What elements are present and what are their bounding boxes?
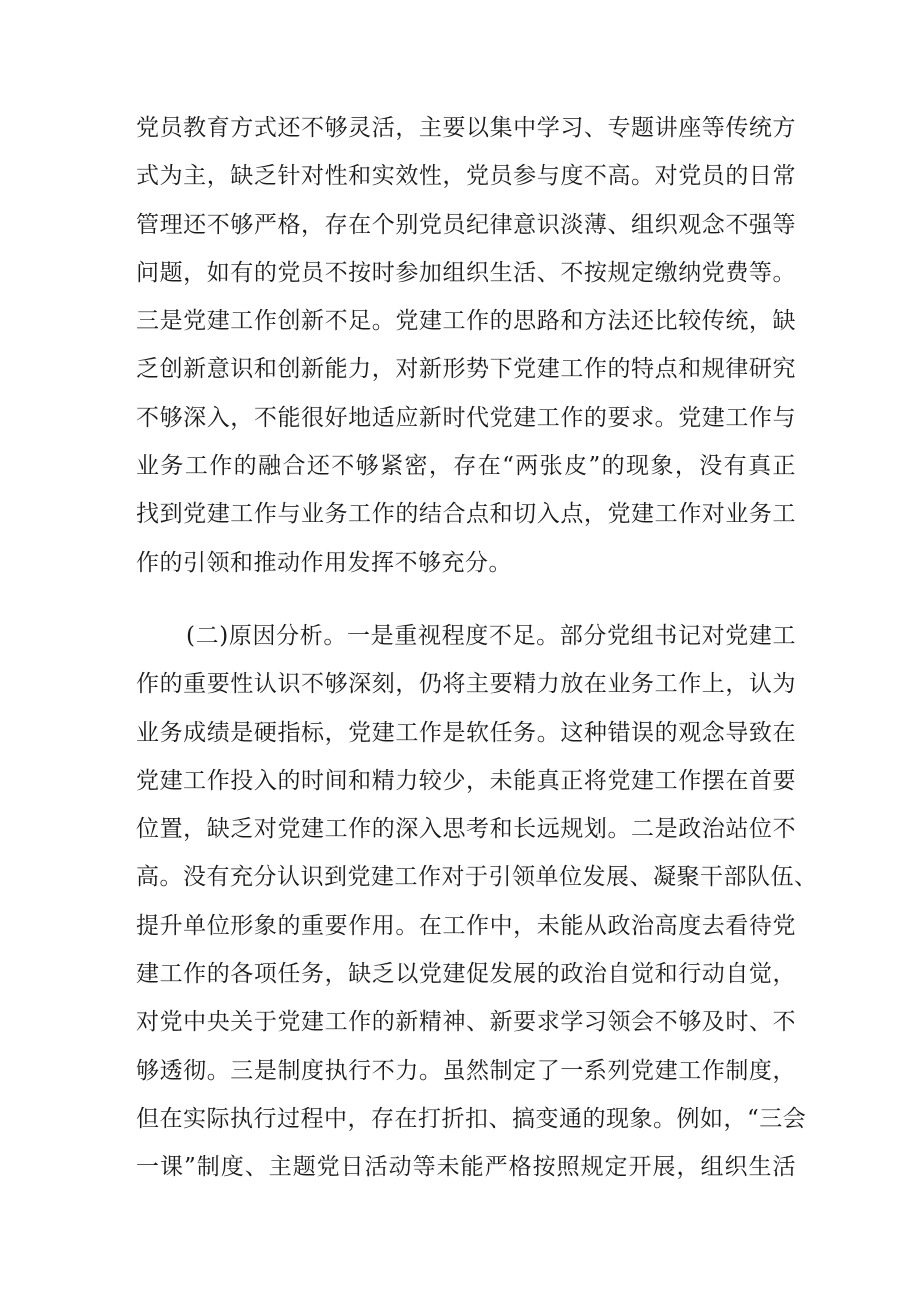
- paragraph-cause-analysis: [136, 612, 818, 1192]
- text-line: 党建工作投入的时间和精力较少，未能真正将党建工作摆在首要: [136, 767, 796, 794]
- text-line: 三是党建工作创新不足。党建工作的思路和方法还比较传统，缺: [136, 308, 796, 335]
- text-line: 一课”制度、主题党日活动等未能严格按照规定开展，组织生活: [136, 1154, 796, 1181]
- text-line: 作的重要性认识不够深刻，仍将主要精力放在业务工作上，认为: [136, 671, 796, 698]
- text-line: 问题，如有的党员不按时参加组织生活、不按规定缴纳党费等。: [136, 259, 796, 286]
- text-line: 提升单位形象的重要作用。在工作中，未能从政治高度去看待党: [136, 912, 796, 939]
- paragraph-spacer: [136, 587, 796, 612]
- text-line: 够透彻。三是制度执行不力。虽然制定了一系列党建工作制度，: [136, 1057, 796, 1084]
- text-line: 找到党建工作与业务工作的结合点和切入点，党建工作对业务工: [136, 501, 796, 528]
- text-line: 不够深入，不能很好地适应新时代党建工作的要求。党建工作与: [136, 404, 796, 431]
- text-line: 对党中央关于党建工作的新精神、新要求学习领会不够及时、不: [136, 1009, 796, 1036]
- text-line: 业务成绩是硬指标，党建工作是软任务。这种错误的观念导致在: [136, 719, 796, 746]
- text-line: 但在实际执行过程中，存在打折扣、搞变通的现象。例如，“三会: [136, 1105, 807, 1132]
- text-line: 作的引领和推动作用发挥不够充分。: [136, 549, 512, 576]
- text-line: 业务工作的融合还不够紧密，存在“两张皮”的现象，没有真正: [136, 453, 796, 480]
- document-body: [136, 104, 818, 1192]
- text-line: 位置，缺乏对党建工作的深入思考和长远规划。二是政治站位不: [136, 816, 796, 843]
- text-line: 乏创新意识和创新能力，对新形势下党建工作的特点和规律研究: [136, 356, 796, 383]
- text-line: 高。没有充分认识到党建工作对于引领单位发展、凝聚干部队伍、: [136, 864, 818, 891]
- text-line: 式为主，缺乏针对性和实效性，党员参与度不高。对党员的日常: [136, 163, 796, 190]
- text-line: 党员教育方式还不够灵活，主要以集中学习、专题讲座等传统方: [136, 115, 796, 141]
- text-line: 管理还不够严格，存在个别党员纪律意识淡薄、组织观念不强等: [136, 211, 796, 238]
- paragraph-problems: [136, 104, 796, 587]
- text-line: 建工作的各项任务，缺乏以党建促发展的政治自觉和行动自觉，: [136, 961, 796, 988]
- text-line: (二)原因分析。一是重视程度不足。部分党组书记对党建工: [186, 622, 796, 649]
